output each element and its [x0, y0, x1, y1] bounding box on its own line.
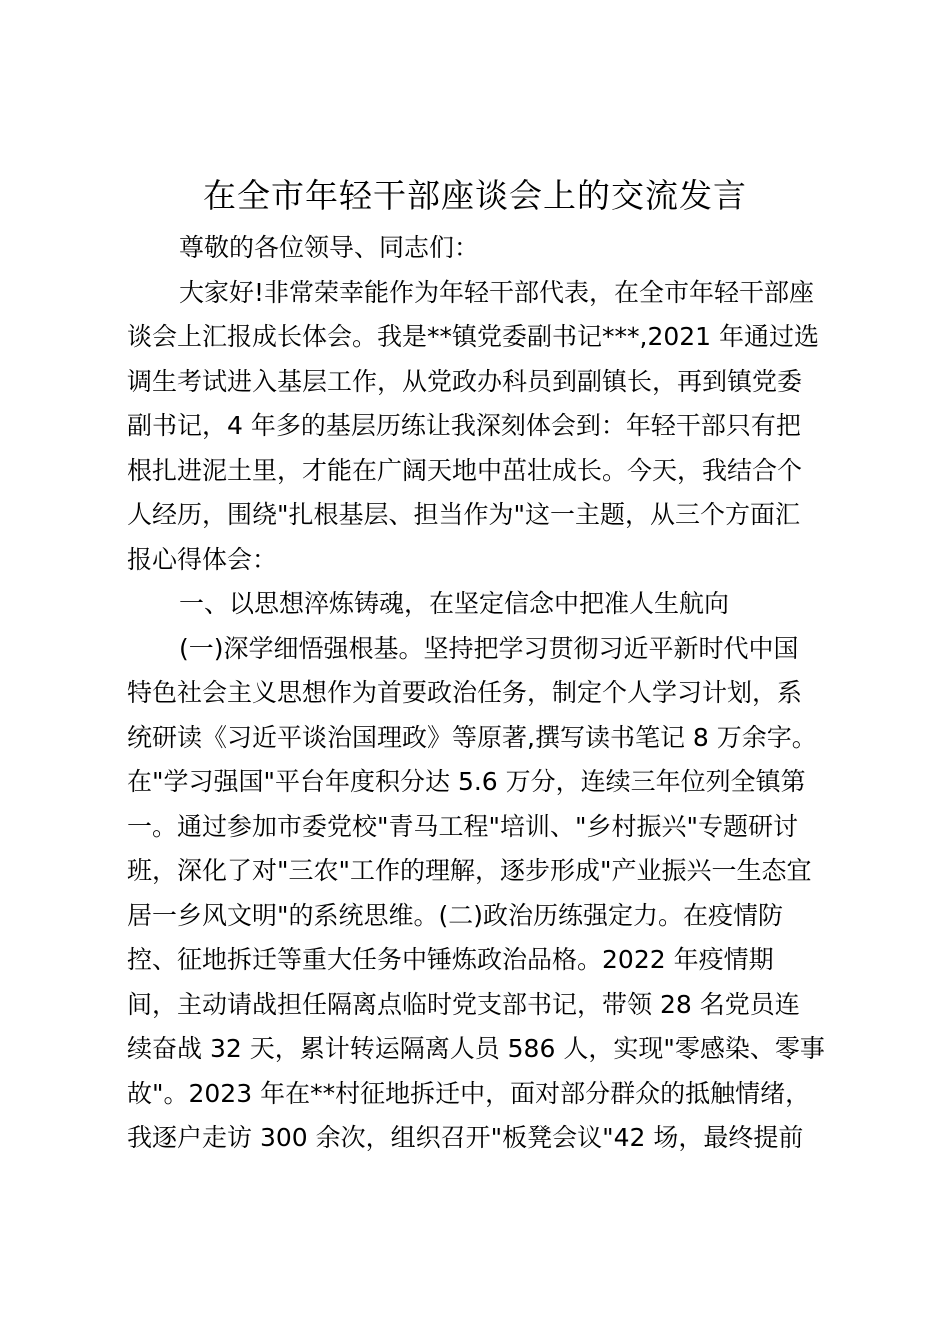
text-line: 在"学习强国"平台年度积分达 5.6 万分，连续三年位列全镇第: [127, 767, 806, 796]
document-body: [127, 226, 835, 1161]
text-line: 大家好!非常荣幸能作为年轻干部代表，在全市年轻干部座: [179, 277, 815, 307]
document-title: 在全市年轻干部座谈会上的交流发言: [203, 176, 747, 215]
text-line: 谈会上汇报成长体会。我是**镇党委副书记***,2021 年通过选: [127, 322, 820, 351]
text-line: 间，主动请战担任隔离点临时党支部书记，带领 28 名党员连: [127, 989, 800, 1019]
text-line: 副书记，4 年多的基层历练让我深刻体会到：年轻干部只有把: [127, 411, 801, 440]
text-line: 报心得体会：: [127, 544, 278, 574]
text-line: 续奋战 32 天，累计转运隔离人员 586 人，实现"零感染、零事: [127, 1034, 825, 1063]
text-line: 根扎进泥土里，才能在广阔天地中茁壮成长。今天，我结合个: [127, 455, 803, 485]
text-line: (一)深学细悟强根基。坚持把学习贯彻习近平新时代中国: [179, 633, 799, 663]
text-line: 故"。2023 年在**村征地拆迁中，面对部分群众的抵触情绪，: [127, 1078, 811, 1108]
text-line: 居一乡风文明"的系统思维。(二)政治历练强定力。在疫情防: [127, 900, 784, 930]
text-line: 人经历，围绕"扎根基层、担当作为"这一主题，从三个方面汇: [127, 500, 801, 529]
text-line: 控、征地拆迁等重大任务中锤炼政治品格。2022 年疫情期: [127, 945, 774, 974]
text-line: 统研读《习近平谈治国理政》等原著,撰写读书笔记 8 万余字。: [127, 722, 817, 752]
text-line: 调生考试进入基层工作，从党政办科员到副镇长，再到镇党委: [127, 366, 803, 396]
text-line: 我逐户走访 300 余次，组织召开"板凳会议"42 场，最终提前: [127, 1123, 804, 1152]
text-line: 特色社会主义思想作为首要政治任务，制定个人学习计划，系: [127, 678, 803, 707]
text-line: 班，深化了对"三农"工作的理解，逐步形成"产业振兴一生态宜: [127, 856, 812, 885]
salutation: 尊敬的各位领导、同志们：: [179, 233, 480, 262]
section-heading: 一、以思想淬炼铸魂，在坚定信念中把准人生航向: [179, 589, 730, 618]
text-line: 一。通过参加市委党校"青马工程"培训、"乡村振兴"专题研讨: [127, 811, 798, 841]
